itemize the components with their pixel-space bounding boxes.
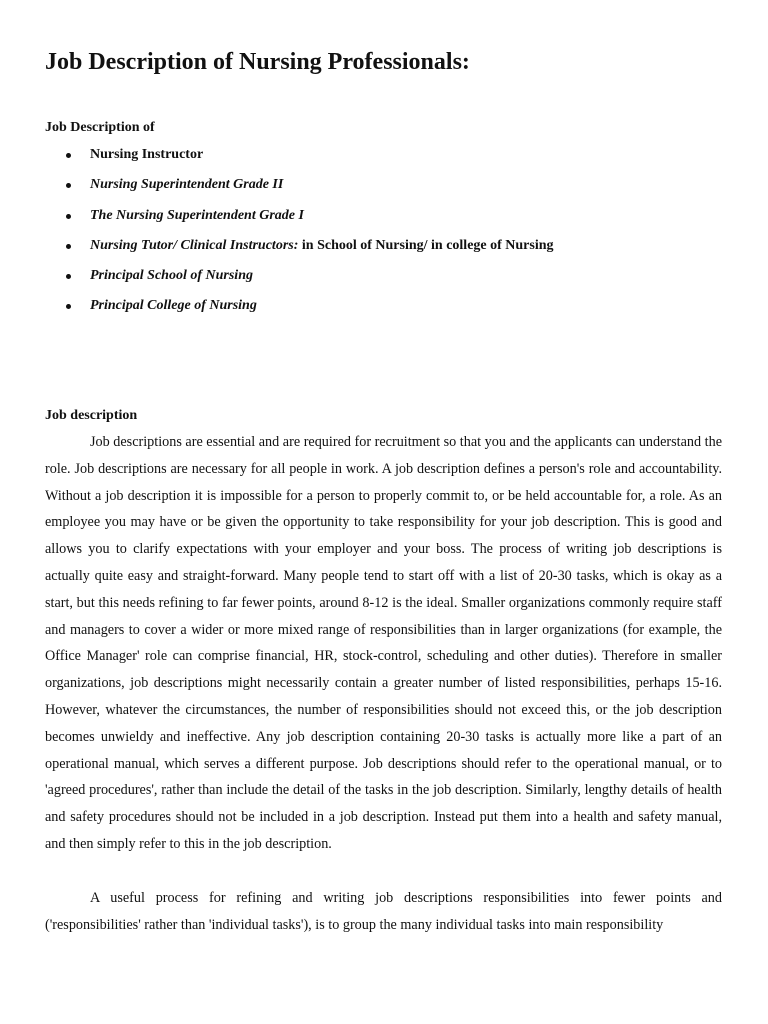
bullet-icon	[66, 304, 71, 309]
body-paragraph: Job descriptions are essential and are required for recruitment so that you and the applicants can understand the role. Job descriptions are necessary for all people in work. A job description defines a person's role and accountability. Without a job description it is impossible for a person to properly commit to, or be held accountable for, a role. As an employee you may have or be given the opportunity to take responsibility for your job description. This is good and allows you to clarify expectations with your employer and your boss. The process of writing job descriptions is actually quite easy and straight-forward. Many people tend to start off with a list of 20-30 tasks, which is okay as a start, but this needs refining to far fewer points, around 8-12 is the ideal. Smaller organizations commonly require staff and managers to cover a wider or more mixed range of responsibilities than in larger organizations (for example, the Office Manager' role can comprise financial, HR, stock-control, scheduling and other duties). Therefore in smaller organizations, job descriptions might necessarily contain a greater number of listed responsibilities, perhaps 15-16. However, whatever the circumstances, the number of responsibilities should not exceed this, or the job description becomes unwieldy and ineffective. Any job description containing 20-30 tasks is actually more like a part of an operational manual, which serves a different purpose. Job descriptions should refer to the operational manual, or to 'agreed procedures', rather than include the detail of the tasks in the job description. Similarly, lengthy details of health and safety procedures should not be included in a job description. Instead put them into a health and safety manual, and then simply refer to this in the job description.	[45, 434, 722, 852]
body-paragraph: A useful process for refining and writing job descriptions responsibilities into fewer points and ('responsibilities' rather than 'individual tasks'), is to group the many individual tasks into main responsibility	[45, 890, 722, 933]
section-heading: Job description	[45, 408, 138, 423]
role-suffix: in School of Nursing/ in college of Nursing	[298, 237, 554, 253]
bullet-icon	[66, 153, 71, 158]
list-item-text	[90, 175, 283, 195]
role-label: Nursing Instructor	[90, 147, 204, 162]
list-item	[0, 266, 768, 296]
bullet-icon	[66, 183, 71, 188]
list-item-text	[90, 236, 554, 256]
document-title: Job Description of Nursing Professionals:	[45, 49, 470, 75]
list-item-text	[90, 296, 257, 316]
role-label: The Nursing Superintendent Grade I	[90, 207, 304, 223]
bullet-icon	[66, 274, 71, 279]
list-item	[0, 296, 768, 326]
roles-list	[0, 145, 768, 327]
bullet-icon	[66, 214, 71, 219]
list-item-text	[90, 145, 203, 165]
role-label: Nursing Superintendent Grade II	[90, 177, 284, 193]
list-item	[0, 175, 768, 205]
list-item	[0, 206, 768, 236]
role-label: Principal School of Nursing	[90, 268, 253, 284]
role-label: Nursing Tutor/ Clinical Instructors:	[90, 237, 299, 253]
list-item-text	[90, 266, 253, 286]
list-item	[0, 236, 768, 266]
bullet-icon	[66, 244, 71, 249]
list-heading: Job Description of	[45, 120, 155, 135]
list-item-text	[90, 206, 304, 226]
role-label: Principal College of Nursing	[90, 298, 257, 314]
list-item	[0, 145, 768, 175]
